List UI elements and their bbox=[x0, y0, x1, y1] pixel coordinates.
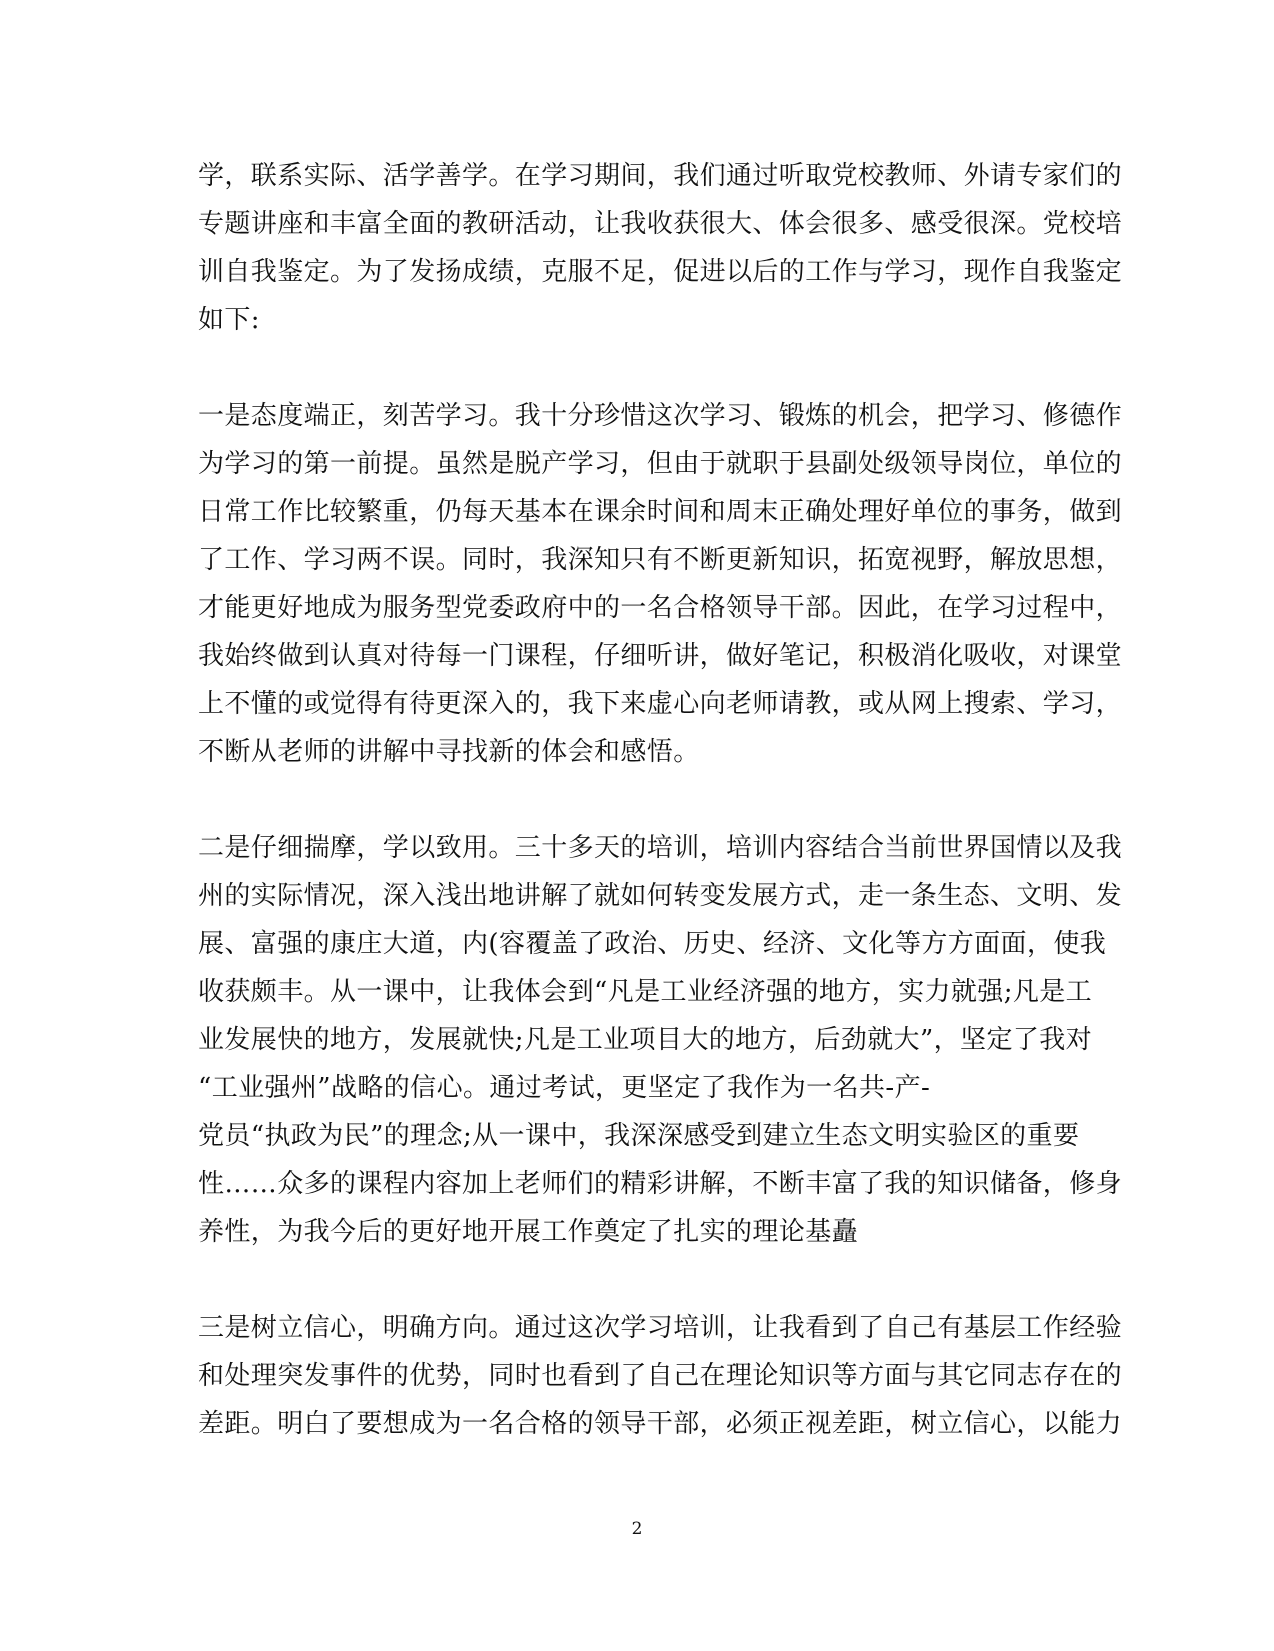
text-line: 和处理突发事件的优势，同时也看到了自己在理论知识等方面与其它同志存在的 bbox=[198, 1361, 1123, 1391]
text-line: 学，联系实际、活学善学。在学习期间，我们通过听取党校教师、外请专家们的 bbox=[198, 161, 1123, 191]
paragraph-application bbox=[198, 824, 1123, 1256]
text-line: 性……众多的课程内容加上老师们的精彩讲解，不断丰富了我的知识储备，修身 bbox=[198, 1169, 1123, 1199]
text-line: 我始终做到认真对待每一门课程，仔细听讲，做好笔记，积极消化吸收，对课堂 bbox=[198, 641, 1123, 671]
paragraph-confidence bbox=[198, 1304, 1123, 1448]
paragraph-spacer bbox=[198, 776, 1078, 824]
text-line: 州的实际情况，深入浅出地讲解了就如何转变发展方式，走一条生态、文明、发 bbox=[198, 881, 1123, 911]
text-line: 展、富强的康庄大道，内(容覆盖了政治、历史、经济、文化等方方面面，使我 bbox=[198, 929, 1107, 959]
text-line: 业发展快的地方，发展就快;凡是工业项目大的地方，后劲就大”，坚定了我对 bbox=[198, 1025, 1093, 1055]
text-line: 了工作、学习两不误。同时，我深知只有不断更新知识，拓宽视野，解放思想， bbox=[198, 545, 1123, 575]
paragraph-spacer bbox=[198, 1256, 1078, 1304]
text-line: 专题讲座和丰富全面的教研活动，让我收获很大、体会很多、感受很深。党校培 bbox=[198, 209, 1123, 239]
intro-paragraph bbox=[198, 152, 1123, 344]
text-line: 才能更好地成为服务型党委政府中的一名合格领导干部。因此，在学习过程中， bbox=[198, 593, 1123, 623]
page-number: 2 bbox=[631, 1519, 643, 1539]
text-line: 如下: bbox=[198, 305, 260, 335]
paragraph-spacer bbox=[198, 344, 1078, 392]
text-line: 收获颇丰。从一课中，让我体会到“凡是工业经济强的地方，实力就强;凡是工 bbox=[198, 977, 1093, 1007]
text-line: 训自我鉴定。为了发扬成绩，克服不足，促进以后的工作与学习，现作自我鉴定 bbox=[198, 257, 1123, 287]
text-line: 不断从老师的讲解中寻找新的体会和感悟。 bbox=[198, 737, 700, 767]
text-line: 上不懂的或觉得有待更深入的，我下来虚心向老师请教，或从网上搜索、学习， bbox=[198, 689, 1123, 719]
text-line: 养性，为我今后的更好地开展工作奠定了扎实的理论基矗 bbox=[198, 1217, 859, 1247]
document-body bbox=[198, 152, 1123, 1448]
text-line: “工业强州”战略的信心。通过考试，更坚定了我作为一名共-产- bbox=[198, 1073, 931, 1103]
text-line: 三是树立信心，明确方向。通过这次学习培训，让我看到了自己有基层工作经验 bbox=[198, 1313, 1123, 1343]
text-line: 二是仔细揣摩，学以致用。三十多天的培训，培训内容结合当前世界国情以及我 bbox=[198, 833, 1123, 863]
text-line: 日常工作比较繁重，仍每天基本在课余时间和周末正确处理好单位的事务，做到 bbox=[198, 497, 1123, 527]
text-line: 党员“执政为民”的理念;从一课中，我深深感受到建立生态文明实验区的重要 bbox=[198, 1121, 1080, 1151]
text-line: 为学习的第一前提。虽然是脱产学习，但由于就职于县副处级领导岗位，单位的 bbox=[198, 449, 1123, 479]
text-line: 差距。明白了要想成为一名合格的领导干部，必须正视差距，树立信心，以能力 bbox=[198, 1409, 1123, 1439]
text-line: 一是态度端正，刻苦学习。我十分珍惜这次学习、锻炼的机会，把学习、修德作 bbox=[198, 401, 1123, 431]
paragraph-attitude bbox=[198, 392, 1123, 776]
